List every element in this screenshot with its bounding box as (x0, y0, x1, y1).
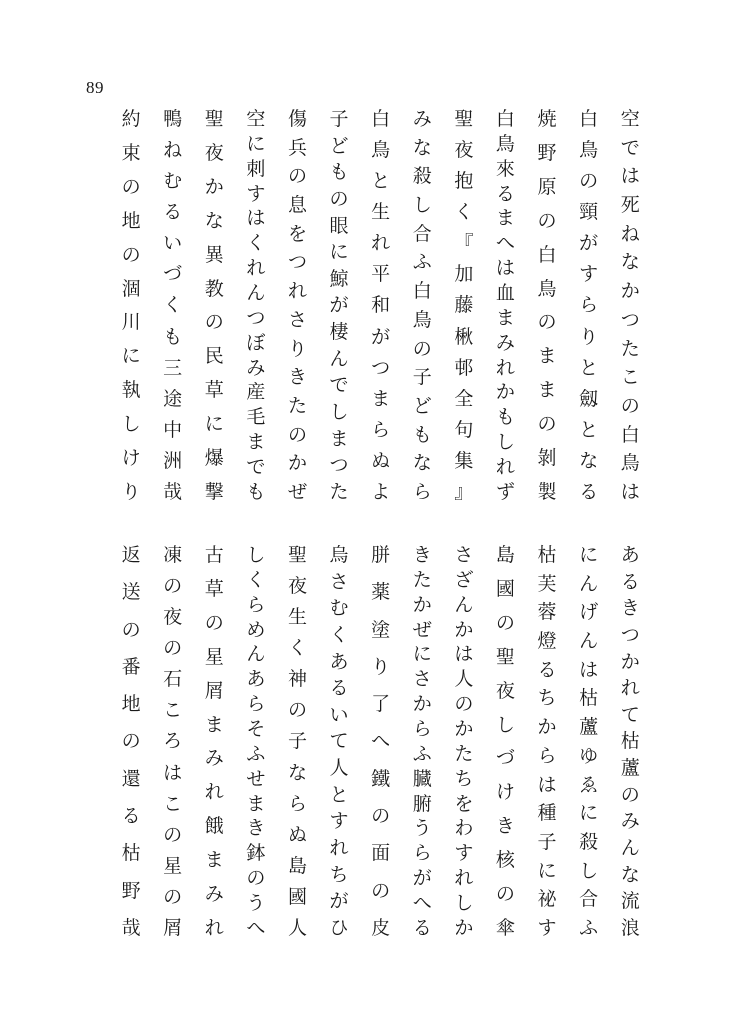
haiku-column (152, 546, 194, 938)
haiku-column (277, 546, 319, 938)
haiku-column (235, 546, 277, 938)
haiku-line: 白 鳥 の 頸 が す ら り と 劔 と な る (579, 108, 599, 503)
haiku-column (568, 110, 610, 502)
haiku-line: さ ざ ん か は 人 の か た ち を わ す れ し か (454, 544, 474, 939)
haiku-line: 空 で は 死 ね な か つ た こ の 白 鳥 は (620, 108, 640, 503)
haiku-line: み な 殺 し 合 ふ 白 鳥 の 子 ど も な ら (412, 108, 432, 503)
haiku-column (235, 110, 277, 502)
haiku-column (193, 110, 235, 502)
haiku-column (401, 546, 443, 938)
haiku-column (110, 546, 152, 938)
haiku-line: 約 束 の 地 の 涸 川 に 執 し け り (121, 108, 141, 503)
haiku-column (526, 546, 568, 938)
haiku-line: 烏 さ む く あ る い て 人 と す れ ち が ひ (329, 544, 349, 939)
haiku-line: 返 送 の 番 地 の 還 る 枯 野 哉 (121, 544, 141, 939)
haiku-line: 聖 夜 生 く 神 の 子 な ら ぬ 島 國 人 (287, 544, 307, 939)
haiku-column (193, 546, 235, 938)
haiku-line: 傷 兵 の 息 を つ れ さ り き た の か ぜ (287, 108, 307, 503)
haiku-line: 子 ど も の 眼 に 鯨 が 棲 ん で し ま つ た (329, 108, 349, 503)
haiku-column (609, 546, 651, 938)
haiku-column (152, 110, 194, 502)
haiku-line: 島 國 の 聖 夜 し づ け き 核 の 傘 (495, 544, 515, 939)
page-number: 89 (86, 78, 104, 97)
haiku-column (277, 110, 319, 502)
haiku-column (526, 110, 568, 502)
haiku-block-bottom (110, 546, 651, 938)
haiku-column (485, 110, 527, 502)
haiku-column (401, 110, 443, 502)
haiku-line: に ん げ ん は 枯 蘆 ゆ ゑ に 殺 し 合 ふ (579, 544, 599, 939)
haiku-line: 白 鳥 と 生 れ 平 和 が つ ま ら ぬ よ (371, 108, 391, 503)
haiku-line: 凍 の 夜 の 石 こ ろ は こ の 星 の 屑 (163, 544, 183, 939)
haiku-column (318, 546, 360, 938)
haiku-line: き た か ぜ に さ か ら ふ 臓 腑 う ら が へ る (412, 544, 432, 939)
haiku-line: 鴨 ね む る い づ く も 三 途 中 洲 哉 (163, 108, 183, 503)
haiku-line: 聖 夜 抱 く 『 加 藤 楸 邨 全 句 集 』 (454, 108, 474, 503)
haiku-column (110, 110, 152, 502)
haiku-line: 胼 薬 塗 り 了 へ 鐵 の 面 の 皮 (371, 544, 391, 939)
haiku-column (609, 110, 651, 502)
haiku-line: 枯 芙 蓉 燈 る ち か ら は 種 子 に 祕 す (537, 544, 557, 939)
haiku-line: 聖 夜 か な 異 教 の 民 草 に 爆 撃 (204, 108, 224, 503)
haiku-column (360, 546, 402, 938)
haiku-block-top (110, 110, 651, 502)
haiku-line: 白 鳥 來 る ま へ は 血 ま み れ か も し れ ず (495, 108, 515, 503)
haiku-column (568, 546, 610, 938)
haiku-line: 焼 野 原 の 白 鳥 の ま ま の 剝 製 (537, 108, 557, 503)
haiku-column (318, 110, 360, 502)
haiku-line: し く ら め ん あ ら そ ふ せ ま き 鉢 の う へ (246, 544, 266, 939)
haiku-line: あ る き つ か れ て 枯 蘆 の み ん な 流 浪 (620, 544, 640, 939)
haiku-line: 古 草 の 星 屑 ま み れ 餓 ま み れ (204, 544, 224, 939)
haiku-column (443, 110, 485, 502)
haiku-column (485, 546, 527, 938)
haiku-column (360, 110, 402, 502)
haiku-line: 空 に 刺 す は く れ ん つ ぼ み 産 毛 ま で も (246, 108, 266, 503)
haiku-column (443, 546, 485, 938)
